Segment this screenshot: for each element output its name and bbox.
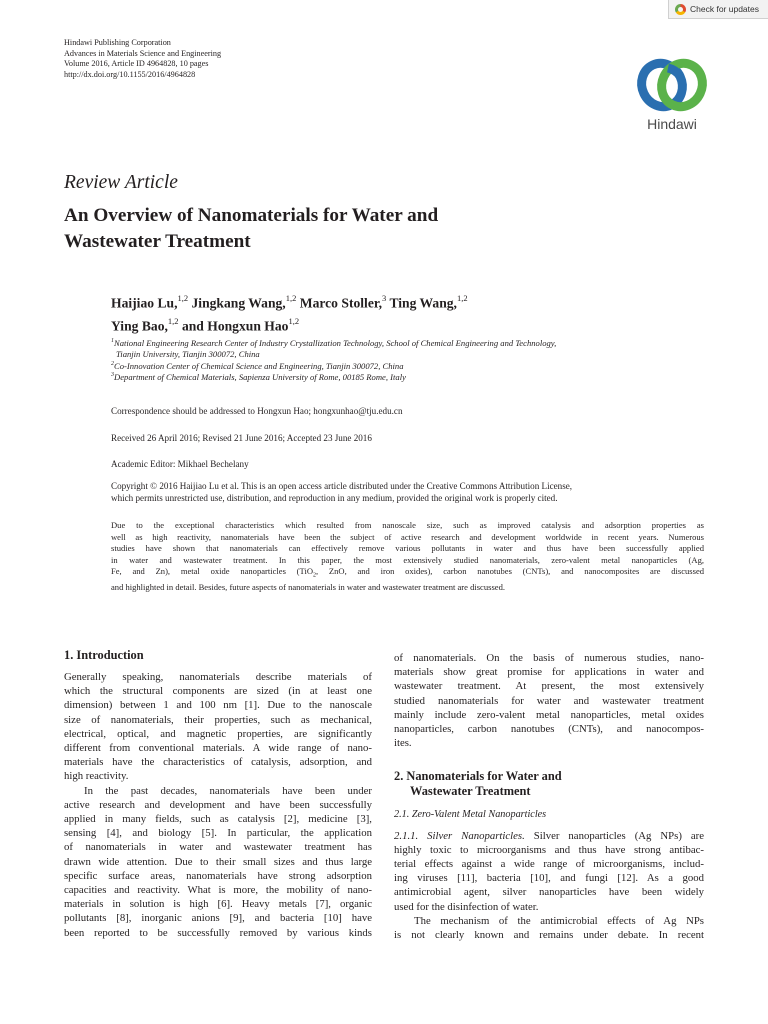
publisher: Hindawi Publishing Corporation (64, 38, 171, 47)
left-column: 1. Introduction Generally speaking, nanomaterials describe materials of which the structural components are sized (in at least one dimension) between 1 and 100 nm [1]. Due to the nanoscale size of nanomaterials, their properties, such as mechanical, electrical, optical, and magnetic properties, are significantly different from conventional materials. A wide range of nano- materials have the characteristics of catalysis, adsorption, and high reactivity. In the past decades, nanomaterials have been under active research and development and have been successfully applied in many fields, such as catalysis [2], medicine [3], sensing [4], and biology [5]. In particular, the application of nanomaterials in water and wastewater treatment has drawn wide attention. Due to their small sizes and thus large specific surface areas, nanomaterials have strong adsorption capacities and reactivity. What is more, the mobility of nano- materials in solution is high [6]. Heavy metals [7], organic pollutants [8], inorganic anions [9], and bacteria [10] have been reported to be successfully removed by various kinds (64, 648, 372, 939)
copyright-notice: Copyright © 2016 Haijiao Lu et al. This is an open access article distributed under the Creative Commons Attribution License, which permits unrestricted use, distribution, and reproduction in any medium, provided the original work is properly cited. (111, 481, 573, 503)
correspondence: Correspondence should be addressed to Hongxun Hao; hongxunhao@tju.edu.cn (111, 406, 403, 416)
author-affil-sup: 1,2 (456, 293, 468, 303)
publication-info (64, 38, 221, 81)
author-name[interactable]: Ting Wang, (389, 295, 457, 311)
affiliation: $^2$Co-Innovation Center of Chemical Science and Engineering, Tianjin 300072, China (111, 360, 404, 371)
author-affil-sup: 1,2 (177, 293, 189, 303)
title-line: Wastewater Treatment (64, 231, 251, 252)
check-for-updates-button[interactable] (668, 0, 768, 19)
author-name[interactable]: Haijiao Lu, (111, 295, 178, 311)
hindawi-logo (632, 56, 712, 132)
doi-link[interactable]: http://dx.doi.org/10.1155/2016/4964828 (64, 70, 196, 80)
volume-line: Volume 2016, Article ID 4964828, 10 pages (64, 59, 209, 69)
subsubsection-heading: 2.1.1. Silver Nanoparticles. (394, 829, 525, 842)
abstract: Due to the exceptional characteristics which resulted from nanoscale size, such as improved catalysis and adsorption properties as well as high reactivity, nanomaterials have been the subject of active research and development worldwide in recent years. Numerous studies have shown that nanomaterials can effectively remove various pollutants in water and thus have been successfully applied in water and wastewater treatment. In this paper, the most extensively studied nanomaterials, zero-valent metal nanoparticles (Ag, Fe, and Zn), metal oxide nanoparticles (TiO$_2$, ZnO, and iron oxides), carbon nanotubes (CNTs), and nanocomposites are discussed and highlighted in detail. Besides, future aspects of nanomaterials in water and wastewater treatment are discussed. (111, 520, 705, 593)
author-list (111, 290, 671, 335)
author-name[interactable]: Marco Stoller, (299, 295, 383, 311)
article-type: Review Article (64, 172, 178, 193)
correspondence-email-link[interactable]: hongxunhao@tju.edu.cn (313, 406, 403, 416)
author-affil-sup: 1,2 (167, 315, 179, 326)
author-affil-sup: 1,2 (285, 293, 297, 303)
author-name[interactable]: Jingkang Wang, (191, 295, 286, 311)
journal-name: Advances in Materials Science and Engineering (64, 48, 222, 58)
author-name[interactable]: and Hongxun Hao (181, 318, 289, 334)
crossmark-icon (675, 4, 686, 15)
right-column: of nanomaterials. On the basis of numerous studies, nano- materials show great promise for applications in water and wastewater treatment. At present, the most extensively studied nanomaterials for water and wastewater treatment mainly include zero-valent metal nanoparticles, metal oxides nanoparticles, carbon nanotubes (CNTs), and nanocompos- ites. 2. Nanomaterials for Water and Wastewater Treatment 2.1. Zero-Valent Metal Nanoparticles 2.1.1. Silver Nanoparticles. Silver nanoparticles (Ag NPs) are highly toxic to microorganisms and thus have strong antibac- terial effects against a wide range of microorganisms, includ- ing viruses [11], bacteria [10], and fungi [12]. As a good antimicrobial agent, silver nanoparticles have been widely used for the disinfection of water. The mechanism of the antimicrobial effects of Ag NPs is not clearly known and remains under debate. In recent (394, 652, 704, 942)
subsection-heading: 2.1. Zero-Valent Metal Nanoparticles (394, 809, 547, 821)
author-affil-sup: 1,2 (288, 315, 300, 326)
title-line: An Overview of Nanomaterials for Water and (64, 205, 439, 226)
affiliation: $^3$Department of Chemical Materials, Sapienza University of Rome, 00185 Rome, Italy (111, 371, 406, 382)
article-dates: Received 26 April 2016; Revised 21 June 2016; Accepted 23 June 2016 (111, 433, 372, 443)
hindawi-logo-icon (632, 56, 712, 114)
section-heading-introduction: 1. Introduction (64, 648, 144, 662)
affiliations (111, 338, 701, 383)
section-heading-nanomaterials: 2. Nanomaterials for Water and Wastewater Treatment (394, 769, 562, 799)
academic-editor: Academic Editor: Mikhael Bechelany (111, 459, 249, 469)
hindawi-logo-text: Hindawi (647, 116, 697, 132)
article-title (64, 203, 564, 255)
author-name[interactable]: Ying Bao, (111, 318, 168, 334)
affiliation: $^1$National Engineering Research Center of Industry Crystallization Technology, School of Chemical Engineering and Technology, (111, 338, 557, 348)
check-for-updates-label: Check for updates (690, 4, 759, 14)
affiliation-continued: Tianjin University, Tianjin 300072, China (116, 349, 260, 360)
author-affil-sup: 3 (382, 293, 387, 303)
